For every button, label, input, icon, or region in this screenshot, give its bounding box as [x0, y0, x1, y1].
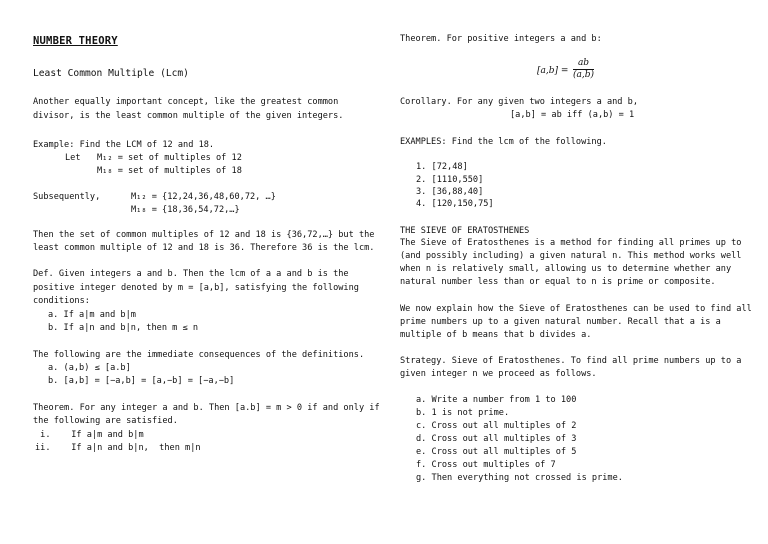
example-m12-definition: M₁₂ = set of multiples of 12 [97, 153, 242, 163]
definition-condition: a. If a|m and b|m [48, 310, 136, 320]
strategy-text-line: given integer n we proceed as follows. [400, 369, 597, 379]
sieve-heading: THE SIEVE OF ERATOSTHENES [400, 226, 530, 236]
definition-text-line: conditions: [33, 296, 90, 306]
theorem-positive-integers: Theorem. For positive integers a and b: [400, 34, 602, 44]
conclusion-text-line: Then the set of common multiples of 12 and 18 is {36,72,…} but the [33, 230, 375, 240]
sieve-step: e. Cross out all multiples of 5 [416, 447, 577, 457]
definition-text-line: Def. Given integers a and b. Then the lcm of a a and b is the [33, 269, 349, 279]
sieve-step: d. Cross out all multiples of 3 [416, 434, 577, 444]
formula-lhs: [a,b] = [537, 66, 569, 76]
conclusion-text-line: least common multiple of 12 and 18 is 36. Therefore 36 is the lcm. [33, 243, 375, 253]
sieve-step: a. Write a number from 1 to 100 [416, 395, 577, 405]
sieve-text-line: when n is relatively small, allowing us to determine whether any [400, 264, 732, 274]
intro-text-line: Another equally important concept, like the greatest common [33, 97, 339, 107]
subsequently-label: Subsequently, [33, 192, 101, 202]
example-let: Let [65, 153, 81, 163]
definition-condition: b. If a|n and b|n, then m ≤ n [48, 323, 199, 333]
theorem-condition: ii. If a|n and b|n, then m|n [35, 443, 201, 453]
example-item: 4. [120,150,75] [416, 199, 494, 209]
example-item: 3. [36,88,40] [416, 187, 484, 197]
example-item: 1. [72,48] [416, 162, 468, 172]
corollary-text-line: Corollary. For any given two integers a and b, [400, 97, 638, 107]
theorem-condition: i. If a|m and b|m [35, 430, 144, 440]
sieve-text-line: The Sieve of Eratosthenes is a method for finding all primes up to [400, 238, 742, 248]
sieve-step: b. 1 is not prime. [416, 408, 510, 418]
sieve-step: g. Then everything not crossed is prime. [416, 473, 623, 483]
example-item: 2. [1110,550] [416, 175, 484, 185]
sieve-text-line: natural number less than or equal to n is prime or composite. [400, 277, 716, 287]
intro-text-line: divisor, is the least common multiple of the given integers. [33, 111, 344, 121]
explain-text-line: prime numbers up to a given natural number. Recall that a is a [400, 317, 721, 327]
formula-denominator: (a,b) [573, 70, 595, 80]
m12-set: M₁₂ = {12,24,36,48,60,72, …} [131, 192, 276, 202]
definition-text-line: positive integer denoted by m = [a,b], satisfying the following [33, 283, 359, 293]
theorem-text-line: Theorem. For any integer a and b. Then [a.b] = m > 0 if and only if [33, 403, 380, 413]
explain-text-line: We now explain how the Sieve of Eratosthenes can be used to find all [400, 304, 752, 314]
sieve-step: f. Cross out multiples of 7 [416, 460, 556, 470]
consequence-item: a. (a,b) ≤ [a.b] [48, 363, 131, 373]
theorem-text-line: the following are satisfied. [33, 416, 178, 426]
example-heading: Example: Find the LCM of 12 and 18. [33, 140, 215, 150]
explain-text-line: multiple of b means that b divides a. [400, 330, 592, 340]
sieve-text-line: (and possibly including) a given natural n. This method works well [400, 251, 742, 261]
page-title: NUMBER THEORY [33, 35, 118, 47]
sieve-step: c. Cross out all multiples of 2 [416, 421, 577, 431]
consequence-item: b. [a,b] = [−a,b] = [a,−b] = [−a,−b] [48, 376, 235, 386]
formula-numerator: ab [573, 58, 594, 70]
formula-fraction [573, 58, 594, 81]
examples-heading: EXAMPLES: Find the lcm of the following. [400, 137, 607, 147]
corollary-formula: [a,b] = ab iff (a,b) = 1 [510, 110, 635, 120]
consequences-intro: The following are the immediate consequences of the definitions. [33, 350, 365, 360]
m18-set: M₁₈ = {18,36,54,72,…} [131, 205, 240, 215]
example-m18-definition: M₁₈ = set of multiples of 18 [97, 166, 242, 176]
section-heading-lcm: Least Common Multiple (Lcm) [33, 68, 189, 79]
strategy-text-line: Strategy. Sieve of Eratosthenes. To find all prime numbers up to a [400, 356, 742, 366]
